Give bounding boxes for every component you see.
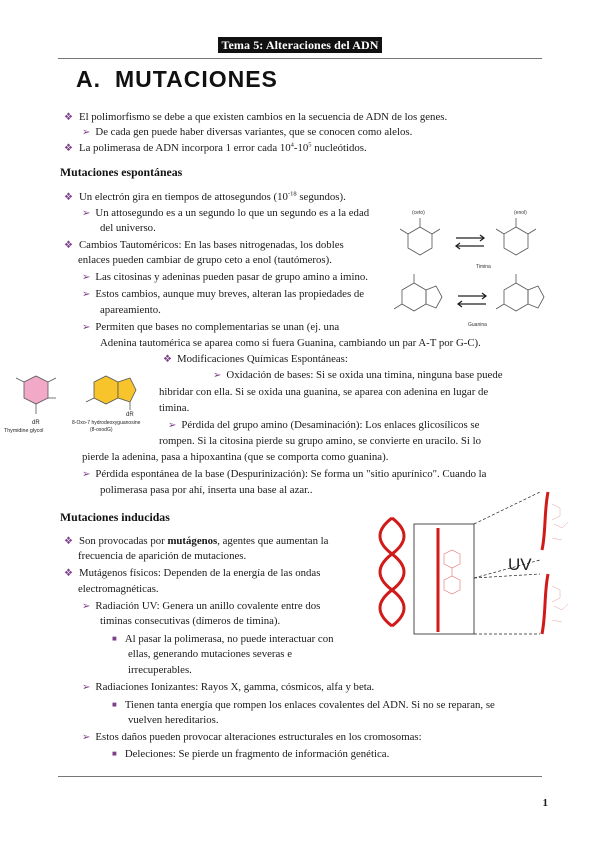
purine-ring <box>94 376 118 404</box>
list-item-text: Pérdida del grupo amino (Desaminación): Los enlaces glicosílicos se <box>181 419 480 431</box>
list-item-text: Tienen tanta energía que rompen los enlaces covalentes del ADN. Si no se reparan, se <box>124 699 495 711</box>
arrow-bullet-icon: ➢ <box>82 322 91 333</box>
diamond-bullet-icon: ❖ <box>64 568 73 579</box>
list-item-continuation: electromagnéticas. <box>78 583 159 595</box>
list-item-continuation: ellas, generando mutaciones severas e <box>128 648 292 660</box>
footer-rule <box>58 776 542 777</box>
dna-helix-icon <box>380 518 404 626</box>
square-bullet-icon: ■ <box>112 749 117 758</box>
diamond-bullet-icon: ❖ <box>64 192 73 203</box>
arrow-bullet-icon: ➢ <box>82 601 91 612</box>
list-item <box>82 680 374 695</box>
arrow-bullet-icon: ➢ <box>82 732 91 743</box>
list-item-text: Radiación UV: Genera un anillo covalente entre dos <box>95 600 321 612</box>
zoom-box <box>414 524 474 634</box>
arrow-bullet-icon: ➢ <box>82 289 91 300</box>
subsection-heading-inducidas: Mutaciones inducidas <box>60 510 170 524</box>
thymidine-glycol-figure <box>4 368 74 434</box>
list-item-text: Oxidación de bases: Si se oxida una timina, ninguna base puede <box>226 369 503 381</box>
page-number: 1 <box>542 797 548 809</box>
list-item <box>82 730 422 745</box>
list-item-bold-term: mutágenos <box>167 535 218 547</box>
dR-label: dR <box>126 412 134 418</box>
list-item-text: Estos cambios, aunque muy breves, alteran las propiedades de <box>95 288 365 300</box>
list-item-continuation: hibridar con ella. Si se oxida una guanina, se aparea con adenina en lugar de <box>159 386 489 398</box>
guanine-keto-structure <box>394 274 442 311</box>
thymine-dimer-structure <box>444 550 460 594</box>
oxo-guanosine-figure <box>72 368 162 434</box>
list-item-continuation: frecuencia de aparición de mutaciones. <box>78 550 247 562</box>
arrow-bullet-icon: ➢ <box>82 127 91 138</box>
exponent: -18 <box>287 190 297 198</box>
list-item-text: Permiten que bases no complementarias se unan (ej. una <box>95 321 340 333</box>
ceto-tag: (ceto) <box>412 210 425 216</box>
list-item <box>82 467 486 482</box>
arrow-bullet-icon: ➢ <box>82 682 91 693</box>
exponent: 5 <box>308 141 312 149</box>
list-item-continuation: apareamiento. <box>100 304 161 316</box>
arrow-bullet-icon: ➢ <box>213 370 222 381</box>
guanine-label: Guanina <box>468 322 487 328</box>
list-item-text: , agentes que aumentan la <box>217 535 329 547</box>
guanine-enol-structure <box>496 274 544 311</box>
list-item <box>112 746 389 762</box>
section-title-text: MUTACIONES <box>115 66 278 92</box>
enol-tag: (enol) <box>514 210 527 216</box>
arrow-bullet-icon: ➢ <box>168 420 177 431</box>
list-item-text: Un electrón gira en tiempos de attosegundos (10 <box>78 191 288 203</box>
tautomer-figure <box>372 204 552 328</box>
list-item <box>64 534 328 549</box>
section-title <box>76 66 278 93</box>
dimer-detail-structure <box>552 504 568 622</box>
equilibrium-arrows-icon <box>456 235 484 249</box>
square-bullet-icon: ■ <box>112 634 117 643</box>
list-item <box>64 566 320 581</box>
dR-label: dR <box>32 420 40 426</box>
list-item-text: La polimerasa de ADN incorpora 1 error cada 10 <box>78 142 291 154</box>
list-item-text: Un attosegundo es a un segundo lo que un segundo es a la edad <box>95 207 370 219</box>
list-item-text: Al pasar la polimerasa, no puede interactuar con <box>124 633 334 645</box>
list-item-continuation: del universo. <box>100 222 156 234</box>
equilibrium-arrows-icon <box>458 293 486 307</box>
list-item <box>82 270 368 285</box>
thymidine-glycol-label: Thymidine glycol <box>4 428 44 434</box>
list-item <box>82 287 364 302</box>
thymine-enol-structure <box>496 218 536 255</box>
list-item-text: segundos). <box>296 191 346 203</box>
list-item-continuation: timina. <box>159 402 190 414</box>
list-item <box>112 697 495 713</box>
list-item-text: El polimorfismo se debe a que existen cambios en la secuencia de ADN de los genes. <box>78 111 448 123</box>
square-bullet-icon: ■ <box>112 700 117 709</box>
oxo-guanosine-label: 8-Oxo-7 hydrodeoxyguanosine <box>72 420 141 426</box>
list-item-continuation: enlaces pueden cambiar de grupo ceto a enol (tautómeros). <box>78 254 332 266</box>
list-item-continuation: vuelven hereditarios. <box>128 714 219 726</box>
list-item <box>64 110 447 125</box>
arrow-bullet-icon: ➢ <box>82 272 91 283</box>
list-item-text: Estos daños pueden provocar alteraciones estructurales en los cromosomas: <box>95 731 422 743</box>
diamond-bullet-icon: ❖ <box>64 143 73 154</box>
list-item <box>112 631 334 647</box>
list-item <box>82 125 412 140</box>
list-item-text: Radiaciones Ionizantes: Rayos X, gamma, cósmicos, alfa y beta. <box>95 681 375 693</box>
diamond-bullet-icon: ❖ <box>64 536 73 547</box>
thymine-label: Timina <box>476 264 491 270</box>
header-rule <box>58 58 542 59</box>
list-item-continuation: irrecuperables. <box>128 664 192 676</box>
uv-dna-figure <box>372 488 572 636</box>
diamond-bullet-icon: ❖ <box>163 354 172 365</box>
list-item <box>213 368 503 383</box>
section-letter: A. <box>76 66 101 92</box>
list-item <box>163 352 348 367</box>
uv-label: UV <box>508 555 532 574</box>
list-item-continuation: pierde la adenina, pasa a hipoxantina (que se comporta como guanina). <box>82 451 389 463</box>
list-item-text: Mutágenos físicos: Dependen de la energía de las ondas <box>78 567 321 579</box>
list-item-text: Son provocadas por <box>78 535 168 547</box>
list-item <box>168 418 479 433</box>
list-item-continuation: timinas consecutivas (dímeros de timina). <box>100 615 281 627</box>
header-bar <box>0 36 600 54</box>
list-item-text: nucleótidos. <box>311 142 367 154</box>
list-item-continuation: rompen. Si la citosina pierde su grupo amino, se convierte en uracilo. Si lo <box>159 435 482 447</box>
list-item <box>64 190 346 205</box>
arrow-bullet-icon: ➢ <box>82 469 91 480</box>
list-item-text: Cambios Tautoméricos: En las bases nitrogenadas, los dobles <box>78 239 344 251</box>
thymine-keto-structure <box>400 218 440 255</box>
list-item <box>64 238 344 253</box>
list-item-text: Modificaciones Químicas Espontáneas: <box>176 353 348 365</box>
arrow-bullet-icon: ➢ <box>82 208 91 219</box>
list-item-text: De cada gen puede haber diversas variantes, que se conocen como alelos. <box>95 126 413 138</box>
list-item-continuation: polimerasa pasa por ahí, inserta una base al azar.. <box>100 484 313 496</box>
list-item <box>82 320 339 335</box>
diamond-bullet-icon: ❖ <box>64 112 73 123</box>
subsection-heading-espontaneas: Mutaciones espontáneas <box>60 165 183 179</box>
oxo-guanosine-abbrev: (8-oxodG) <box>90 427 113 433</box>
imidazole-ring <box>118 378 136 402</box>
exponent: 4 <box>290 141 294 149</box>
dna-strand-detail-icon <box>542 492 548 634</box>
list-item <box>64 141 367 156</box>
pyrimidine-ring <box>24 376 48 404</box>
list-item-text: Pérdida espontánea de la base (Despurinización): Se forma un "sitio apurínico". Cuando la <box>95 468 487 480</box>
list-item-text: Las citosinas y adeninas pueden pasar de grupo amino a imino. <box>95 271 368 283</box>
list-item-text: Deleciones: Se pierde un fragmento de información genética. <box>124 748 390 760</box>
list-item <box>82 206 369 221</box>
list-item-continuation: Adenina tautomérica se aparea como si fuera Guanina, cambiando un par A-T por G-C). <box>100 337 481 349</box>
list-item-text: -10 <box>293 142 309 154</box>
diamond-bullet-icon: ❖ <box>64 240 73 251</box>
list-item <box>82 599 320 614</box>
header-title: Tema 5: Alteraciones del ADN <box>218 37 381 53</box>
